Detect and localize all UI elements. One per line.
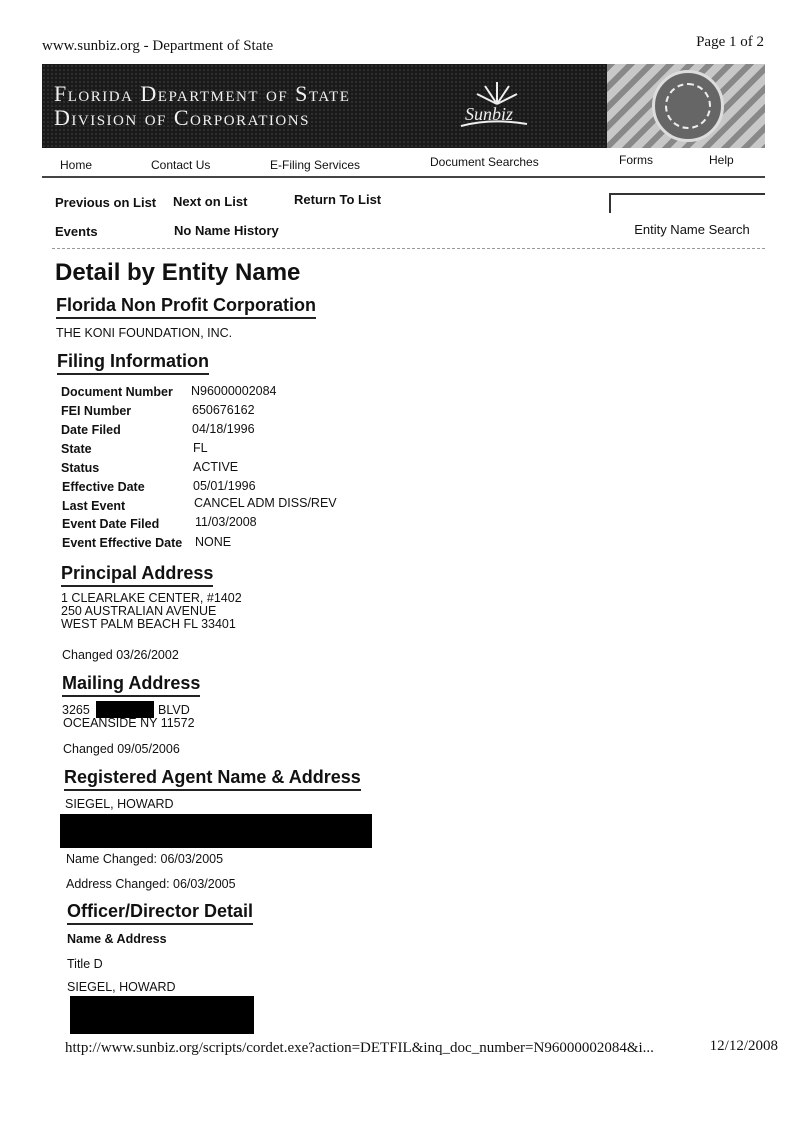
filing-label: Last Event: [62, 499, 126, 513]
filing-label: FEI Number: [61, 404, 132, 418]
filing-label: State: [61, 442, 92, 456]
site-banner: [42, 64, 765, 148]
officer-title: Title D: [67, 957, 103, 971]
mailing-address-heading: Mailing Address: [62, 673, 200, 697]
filing-value: 11/03/2008: [195, 515, 257, 529]
nav-e-filing-services[interactable]: E-Filing Services: [270, 158, 361, 172]
nav-home[interactable]: Home: [60, 158, 93, 172]
agent-address-changed: Address Changed: 06/03/2005: [66, 877, 236, 891]
principal-address-heading: Principal Address: [61, 563, 213, 587]
mailing-line1-start: 3265: [62, 703, 90, 717]
registered-agent-heading: Registered Agent Name & Address: [64, 767, 361, 791]
principal-changed: Changed 03/26/2002: [62, 648, 179, 662]
entity-name: THE KONI FOUNDATION, INC.: [56, 326, 233, 340]
entity-type-heading: Florida Non Profit Corporation: [56, 295, 316, 319]
banner-title: Florida Department of State Division of Corporations: [54, 81, 351, 130]
filing-value: CANCEL ADM DISS/REV: [194, 496, 337, 510]
return-to-list-link[interactable]: Return To List: [294, 192, 382, 207]
filing-label: Event Effective Date: [62, 536, 183, 550]
header-divider: [52, 248, 765, 249]
print-footer-url: http://www.sunbiz.org/scripts/cordet.exe?action=DETFIL&inq_doc_number=N96000002084&i...: [65, 1040, 654, 1056]
entity-name-search-input[interactable]: [609, 193, 765, 213]
filing-label: Status: [61, 461, 100, 475]
filing-label: Effective Date: [62, 480, 145, 494]
officer-subheading: Name & Address: [67, 932, 167, 946]
mailing-line2: OCEANSIDE NY 11572: [63, 716, 195, 730]
print-header-page: Page 1 of 2: [696, 34, 764, 50]
filing-information-heading: Filing Information: [57, 351, 209, 375]
filing-label: Document Number: [61, 385, 173, 399]
officer-name: SIEGEL, HOWARD: [67, 980, 176, 994]
filing-value: 650676162: [192, 403, 255, 417]
principal-address: 1 CLEARLAKE CENTER, #1402 250 AUSTRALIAN AVENUE WEST PALM BEACH FL 33401: [61, 591, 242, 631]
svg-text:Sunbiz: Sunbiz: [465, 104, 514, 124]
nav-forms[interactable]: Forms: [619, 153, 653, 167]
filing-label: Date Filed: [61, 423, 121, 437]
filing-value: NONE: [195, 535, 232, 549]
print-footer-date: 12/12/2008: [709, 1038, 778, 1054]
previous-on-list-link[interactable]: Previous on List: [55, 195, 157, 210]
agent-name: SIEGEL, HOWARD: [65, 797, 174, 811]
nav-help[interactable]: Help: [709, 153, 734, 167]
main-nav: [42, 150, 765, 178]
filing-value: ACTIVE: [193, 460, 239, 474]
agent-name-changed: Name Changed: 06/03/2005: [66, 852, 224, 866]
officer-director-heading: Officer/Director Detail: [67, 901, 253, 925]
redaction-block: [60, 814, 372, 848]
print-header-site: www.sunbiz.org - Department of State: [42, 38, 274, 54]
filing-value: 04/18/1996: [192, 422, 255, 436]
filing-value: 05/01/1996: [193, 479, 256, 493]
filing-label: Event Date Filed: [62, 517, 160, 531]
mailing-changed: Changed 09/05/2006: [63, 742, 180, 756]
page-title: Detail by Entity Name: [55, 259, 301, 286]
nav-document-searches[interactable]: Document Searches: [430, 155, 539, 169]
next-on-list-link[interactable]: Next on List: [173, 194, 248, 209]
entity-name-search-button[interactable]: Entity Name Search: [622, 222, 762, 237]
filing-value: N96000002084: [191, 384, 277, 398]
redaction-block: [70, 996, 254, 1034]
state-seal-icon: [652, 70, 724, 142]
events-link[interactable]: Events: [55, 224, 98, 239]
sunbiz-logo-icon[interactable]: [447, 74, 537, 134]
mailing-line1-end: BLVD: [158, 703, 190, 717]
nav-contact-us[interactable]: Contact Us: [151, 158, 211, 172]
filing-value: FL: [193, 441, 208, 455]
no-name-history: No Name History: [174, 223, 279, 238]
